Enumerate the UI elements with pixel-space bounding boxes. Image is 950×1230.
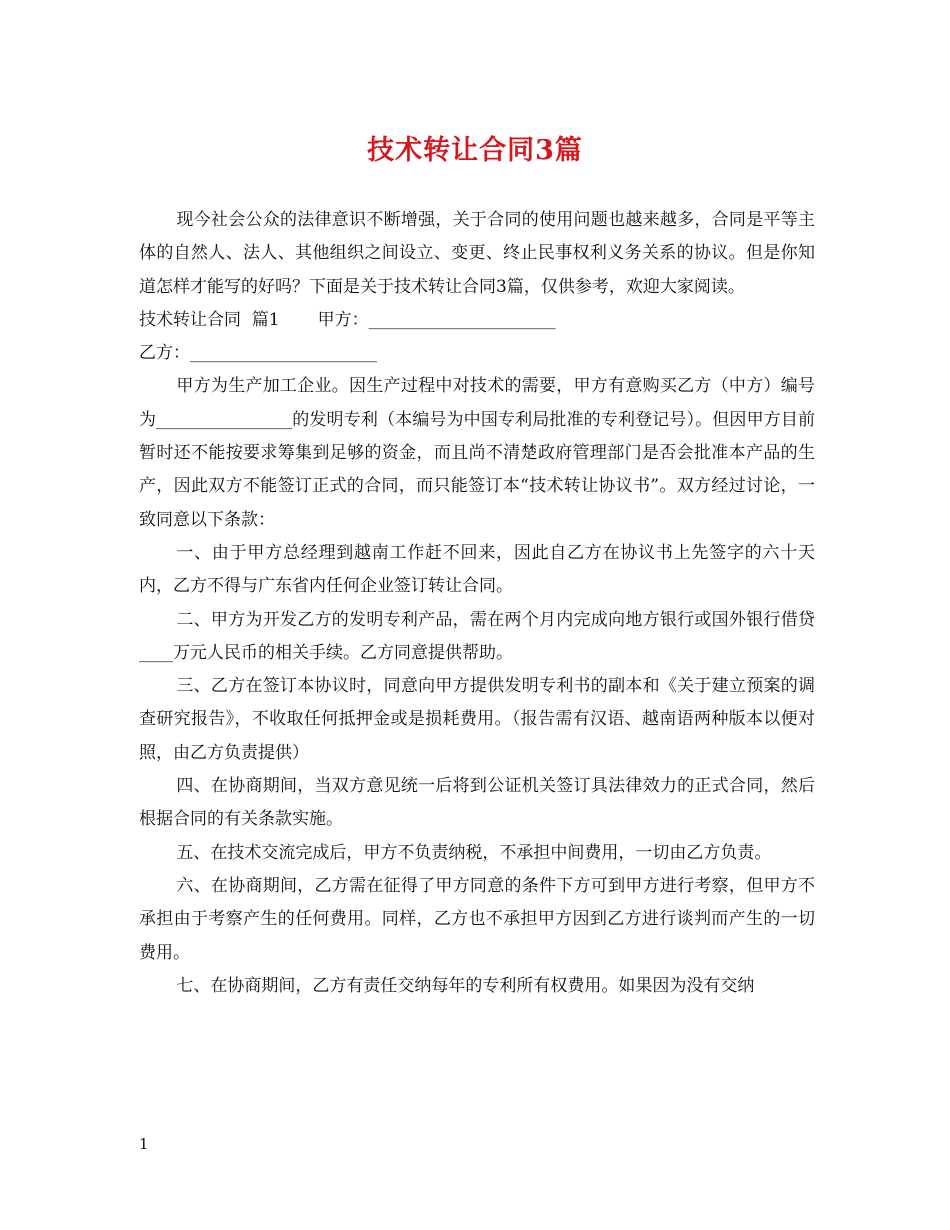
- section-heading: 技术转让合同 篇1: [139, 309, 280, 330]
- document-title: 技术转让合同3篇: [367, 135, 583, 166]
- party-b-line: 乙方：______________________: [139, 343, 377, 364]
- clause-2: 二、甲方为开发乙方的发明专利产品，需在两个月内完成向地方银行或国外银行借贷____万元人民币的相关手续。乙方同意提供帮助。: [139, 609, 815, 663]
- clause-4: 四、在协商期间，当双方意见统一后将到公证机关签订具法律效力的正式合同，然后根据合同的有关条款实施。: [139, 776, 815, 830]
- intro-paragraph: 现今社会公众的法律意识不断增强，关于合同的使用问题也越来越多，合同是平等主体的自然人、法人、其他组织之间设立、变更、终止民事权利义务关系的协议。但是你知道怎样才能写的好吗？下面是关于技术转让合同3篇，仅供参考，欢迎大家阅读。: [139, 210, 815, 297]
- party-a-line: 甲方：______________________: [317, 309, 556, 330]
- clause-1: 一、由于甲方总经理到越南工作赶不回来，因此自乙方在协议书上先签字的六十天内，乙方不得与广东省内任何企业签订转让合同。: [139, 542, 815, 597]
- clause-3: 三、乙方在签订本协议时，同意向甲方提供发明专利书的副本和《关于建立预案的调查研究报告》，不收取任何抵押金或是损耗费用。（报告需有汉语、越南语两种版本以便对照，由乙方负责提供）: [139, 676, 815, 763]
- document-body: [139, 204, 815, 1003]
- section-heading-line: [139, 304, 815, 337]
- clause-5: 五、在技术交流完成后，甲方不负责纳税，不承担中间费用，一切由乙方负责。: [176, 842, 772, 863]
- clause-7: 七、在协商期间，乙方有责任交纳每年的专利所有权费用。如果因为没有交纳: [176, 975, 755, 996]
- clause-6: 六、在协商期间，乙方需在征得了甲方同意的条件下方可到甲方进行考察，但甲方不承担由于考察产生的任何费用。同样，乙方也不承担甲方因到乙方进行谈判而产生的一切费用。: [139, 875, 815, 963]
- paragraph-purpose: 甲方为生产加工企业。因生产过程中对技术的需要，甲方有意购买乙方（中方）编号为________________的发明专利（本编号为中国专利局批准的专利登记号）。但因甲方目前暂时还不能按要求筹集到足够的资金，而且尚不清楚政府管理部门是否会批准本产品的生产，因此双方不能签订正式的合同，而只能签订本“技术转让协议书”。双方经过讨论，一致同意以下条款：: [139, 376, 815, 530]
- page-number: 1: [139, 1135, 149, 1153]
